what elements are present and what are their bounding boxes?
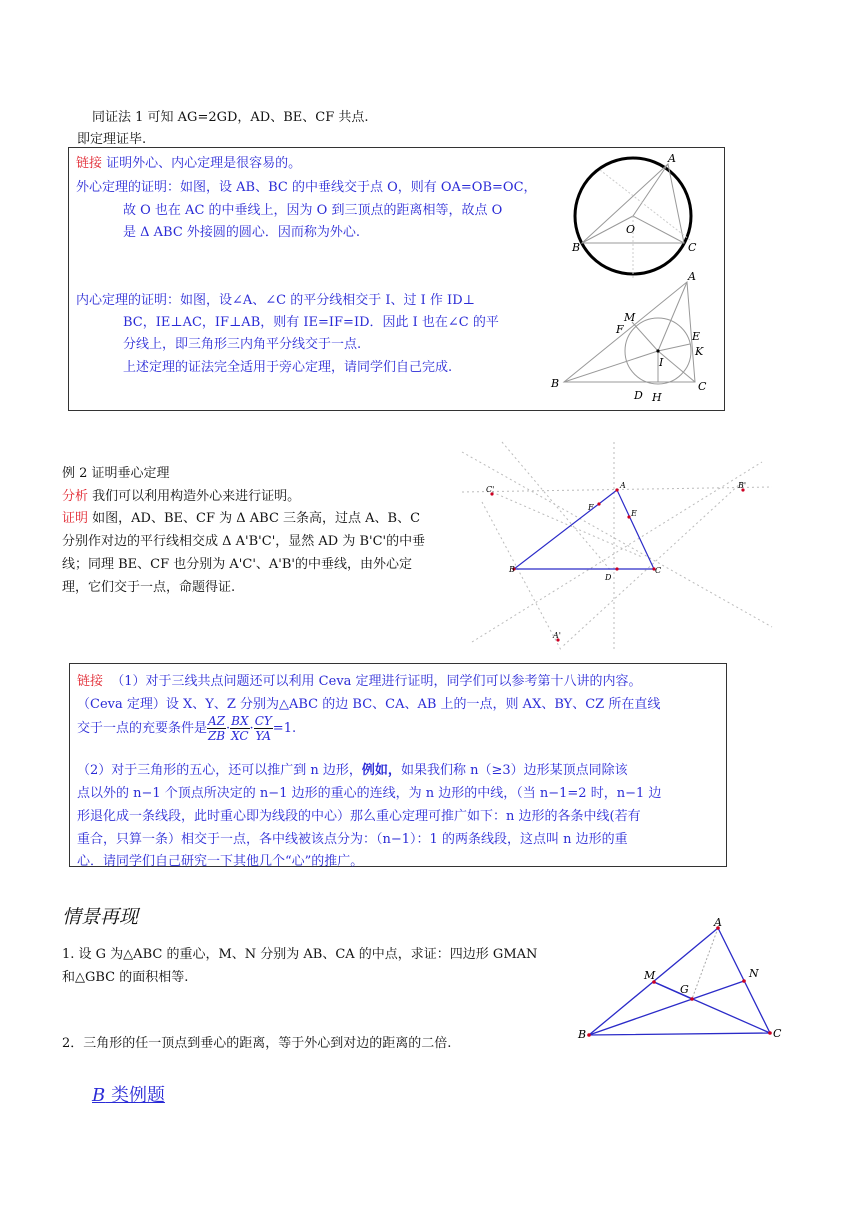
ngon-line-3: 形退化成一条线段，此时重心即为线段的中心）那么重心定理可推广如下：n 边形的各条中线(若有: [77, 809, 641, 824]
centroid-figure: [575, 915, 785, 1045]
fig4-label-g: G: [680, 983, 689, 996]
fig3-label-f: F: [588, 503, 594, 512]
frac2-den: XC: [231, 729, 249, 743]
ceva-equals-one: =1.: [272, 721, 297, 736]
fig2-label-k: K: [695, 345, 704, 358]
proof-label: 证明: [62, 511, 89, 526]
fraction-cy-ya: [254, 714, 273, 743]
fig1-label-b: B: [572, 241, 581, 254]
fig3-label-e: E: [631, 509, 637, 518]
link-text: 证明外心、内心定理是很容易的。: [106, 156, 302, 171]
fig2-label-c: C: [698, 380, 707, 393]
frac1-den: ZB: [207, 729, 226, 743]
fig3-label-b: B: [509, 565, 515, 574]
fig1-label-c: C: [688, 241, 697, 254]
incenter-figure: [548, 270, 718, 405]
analysis-line: [62, 485, 300, 504]
top-line-2: 即定理证毕.: [77, 132, 147, 147]
ceva-line-2: （Ceva 定理）设 X、Y、Z 分别为△ABC 的边 BC、CA、AB 上的一点，则 AX、BY、CZ 所在直线: [77, 697, 661, 712]
frac1-num: AZ: [208, 714, 226, 728]
question-1-line-1: 1. 设 G 为△ABC 的重心，M、N 分别为 AB、CA 的中点，求证：四边形 GMAN: [62, 947, 538, 962]
ngon-line-2: 点以外的 n−1 个顶点所决定的 n−1 边形的重心的连线，为 n 边形的中线，（当 n−1=2 时，n−1 边: [77, 786, 662, 801]
circumcenter-proof-line-2: 故 O 也在 AC 的中垂线上，因为 O 到三顶点的距离相等，故点 O: [123, 203, 503, 218]
ceva-text-1: （1）对于三线共点问题还可以利用 Ceva 定理进行证明，同学们可以参考第十八讲的内容。: [111, 674, 642, 689]
scene-heading: 情景再现: [62, 906, 139, 928]
fig3-label-d: D: [605, 573, 612, 582]
frac3-den: YA: [255, 729, 272, 743]
fig2-label-b: B: [551, 377, 560, 390]
fig3-label-b-prime: B': [738, 481, 747, 490]
incenter-proof-line-2: BC，IE⊥AC，IF⊥AB，则有 IE=IF=ID．因此 I 也在∠C 的平: [123, 315, 499, 330]
proof-line-1: [62, 507, 420, 526]
fig2-label-h: H: [652, 391, 662, 404]
frac3-num: CY: [254, 714, 272, 728]
analysis-label: 分析: [62, 489, 89, 504]
circumcenter-proof-line-1: 外心定理的证明：如图，设 AB、BC 的中垂线交于点 O，则有 OA=OB=OC，: [76, 180, 537, 195]
proof-line-2: 分别作对边的平行线相交成 Δ A'B'C'，显然 AD 为 B'C'的中垂: [62, 534, 426, 549]
ngon-text-1b: 例如，: [361, 763, 401, 778]
fraction-az-zb: [207, 714, 226, 743]
circumcenter-proof-line-3: 是 Δ ABC 外接圆的圆心．因而称为外心.: [123, 225, 361, 240]
section-b-heading: [92, 1081, 165, 1107]
analysis-text: 我们可以利用构造外心来进行证明。: [92, 489, 301, 504]
fig4-label-c: C: [773, 1027, 782, 1040]
fig4-label-m: M: [644, 969, 656, 982]
proof-text-1: 如图，AD、BE、CF 为 Δ ABC 三条高，过点 A、B、C: [92, 511, 421, 526]
question-2: 2．三角形的任一顶点到垂心的距离，等于外心到对边的距离的二倍.: [62, 1036, 452, 1051]
ngon-text-1c: 如果我们称 n（≥3）边形某顶点同除该: [400, 763, 628, 778]
link-2-label: 链接: [77, 674, 104, 689]
proof-line-4: 理，它们交于一点，命题得证.: [62, 580, 236, 595]
frac2-num: BX: [231, 714, 249, 728]
fig3-label-c: C: [655, 566, 662, 575]
link-label: 链接: [76, 156, 103, 171]
incenter-proof-line-4: 上述定理的证法完全适用于旁心定理，请同学们自己完成.: [123, 360, 453, 375]
ngon-line-1: [77, 759, 628, 778]
fig3-label-a-prime: A': [553, 631, 561, 640]
example-2-title: 例 2 证明垂心定理: [62, 466, 170, 481]
fig3-label-c-prime: C': [486, 485, 495, 494]
fig2-label-d: D: [634, 389, 643, 402]
ceva-line-1: [77, 670, 642, 689]
ceva-text-3: 交于一点的充要条件是: [77, 721, 208, 736]
fraction-bx-xc: [230, 714, 249, 743]
link-line: [76, 152, 301, 171]
proof-line-3: 线；同理 BE、CF 也分别为 A'C'、A'B'的中垂线，由外心定: [62, 557, 412, 572]
section-b-letter: B: [92, 1085, 106, 1106]
fig2-label-f: F: [616, 323, 624, 336]
fig2-label-m: M: [624, 311, 636, 324]
incenter-proof-line-1: 内心定理的证明：如图，设∠A、∠C 的平分线相交于 I、过 I 作 ID⊥: [76, 293, 475, 308]
circumcenter-figure: [560, 150, 720, 280]
section-b-text: 类例题: [105, 1085, 165, 1106]
fig2-label-i: I: [659, 356, 664, 369]
fig4-label-n: N: [749, 967, 759, 980]
fig4-label-a: A: [714, 916, 722, 929]
ngon-text-1a: （2）对于三角形的五心，还可以推广到 n 边形，: [77, 763, 362, 778]
orthocenter-figure: [462, 442, 772, 652]
ngon-line-5: 心．请同学们自己研究一下其他几个“心”的推广。: [77, 854, 364, 869]
fig2-label-e: E: [692, 330, 701, 343]
fig1-label-o: O: [626, 223, 636, 236]
fig4-label-b: B: [578, 1028, 587, 1041]
fig1-label-a: A: [668, 152, 676, 165]
ngon-line-4: 重合，只算一条）相交于一点，各中线被该点分为：（n−1）：1 的两条线段，这点叫 n 边形的重: [77, 832, 628, 847]
incenter-proof-line-3: 分线上，即三角形三内角平分线交于一点.: [123, 337, 362, 352]
question-1-line-2: 和△GBC 的面积相等.: [62, 970, 189, 985]
ceva-line-3: 交于一点的充要条件是 $\frac{AZ}{ZB}$ · $\frac{BX}{XC}$ · $\frac{CY}{YA}$ =1.: [77, 714, 297, 743]
top-line-1: 同证法 1 可知 AG=2GD，AD、BE、CF 共点.: [92, 110, 369, 125]
fig2-label-a: A: [688, 270, 696, 283]
fig3-label-a: A: [620, 481, 626, 490]
